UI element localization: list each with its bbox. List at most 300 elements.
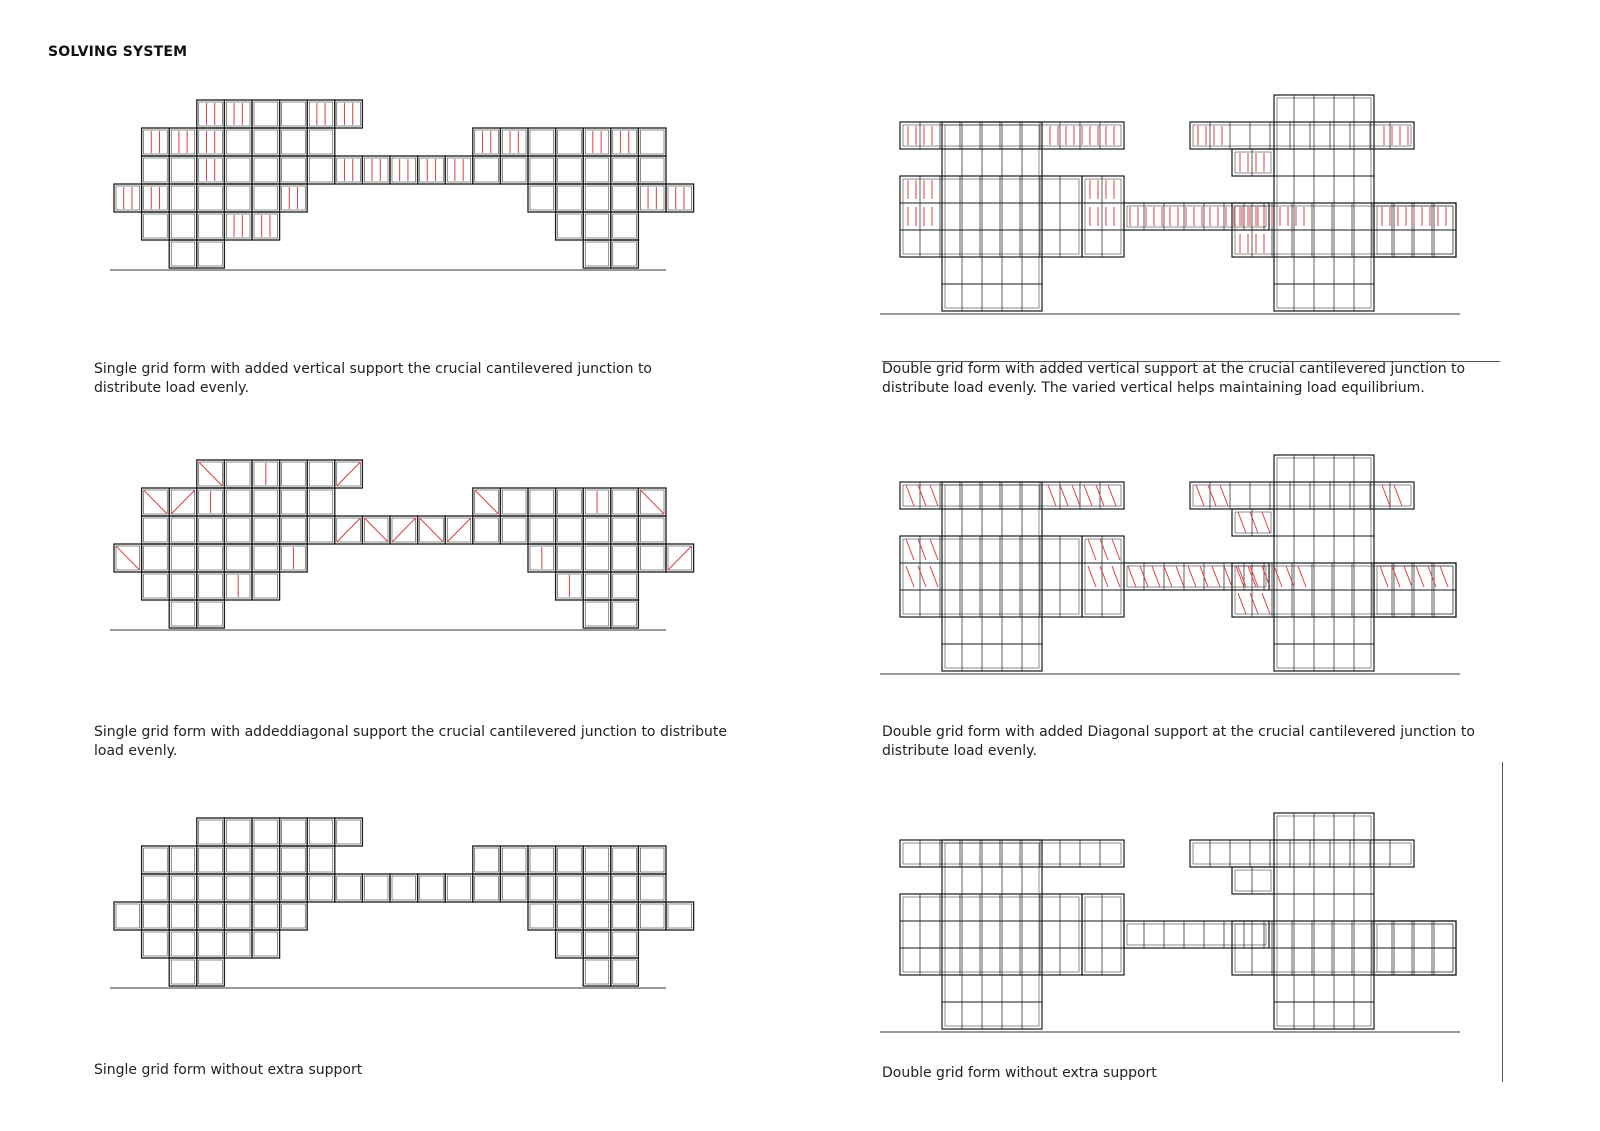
grid-cell bbox=[583, 156, 611, 184]
grid-cell-inner bbox=[254, 876, 278, 900]
diagonal-support bbox=[1224, 566, 1232, 587]
grid-block-inner bbox=[945, 125, 1039, 308]
grid-cell-inner bbox=[613, 518, 637, 542]
grid-block-inner bbox=[945, 843, 1039, 1026]
grid-block bbox=[1190, 122, 1414, 149]
diagonal-support bbox=[1250, 593, 1258, 614]
caption-double-diagonal: Double grid form with added Diagonal support at the crucial cantilevered junction to distribute load evenly. bbox=[882, 724, 1475, 759]
diagonal-support bbox=[1286, 566, 1294, 587]
grid-cell bbox=[528, 488, 556, 516]
diagonal-support bbox=[930, 485, 938, 506]
grid-block bbox=[1124, 563, 1269, 590]
grid-cell bbox=[224, 128, 252, 156]
grid-cell bbox=[611, 846, 639, 874]
grid-cell bbox=[142, 874, 170, 902]
grid-cell bbox=[418, 156, 446, 184]
grid-cell-inner bbox=[613, 876, 637, 900]
grid-cell bbox=[252, 212, 280, 240]
grid-cell-inner bbox=[309, 490, 333, 514]
grid-cell bbox=[307, 874, 335, 902]
grid-cell-inner bbox=[254, 490, 278, 514]
grid-cell bbox=[583, 572, 611, 600]
diagonal-support bbox=[1084, 485, 1092, 506]
caption-single-none: Single grid form without extra support bbox=[94, 1062, 363, 1078]
grid-cell-inner bbox=[558, 214, 582, 238]
grid-cell-inner bbox=[530, 130, 554, 154]
grid-cell-inner bbox=[613, 490, 637, 514]
grid-cell bbox=[611, 184, 639, 212]
grid-cell bbox=[197, 100, 225, 128]
diagonal-support bbox=[1128, 566, 1136, 587]
grid-cell bbox=[611, 544, 639, 572]
grid-cell-inner bbox=[585, 214, 609, 238]
grid-cell-inner bbox=[585, 186, 609, 210]
diagonal-support bbox=[1238, 512, 1246, 533]
grid-cell-inner bbox=[613, 932, 637, 956]
grid-cell-inner bbox=[309, 820, 333, 844]
grid-cell-inner bbox=[309, 130, 333, 154]
grid-block-inner bbox=[1193, 843, 1411, 864]
grid-cell bbox=[169, 846, 197, 874]
caption-single-vertical: Single grid form with added vertical support the crucial cantilevered junction to distribute load evenly. bbox=[94, 361, 652, 396]
grid-cell bbox=[307, 460, 335, 488]
grid-cell bbox=[280, 100, 308, 128]
grid-cell bbox=[197, 818, 225, 846]
grid-cell-inner bbox=[558, 158, 582, 182]
grid-cell bbox=[583, 240, 611, 268]
grid-cell bbox=[224, 544, 252, 572]
grid-block-inner bbox=[1193, 485, 1411, 506]
grid-cell bbox=[418, 874, 446, 902]
grid-cell bbox=[362, 874, 390, 902]
grid-cell bbox=[666, 184, 694, 212]
grid-cell-inner bbox=[199, 960, 223, 984]
grid-cell-inner bbox=[282, 462, 306, 486]
grid-cell bbox=[500, 846, 528, 874]
grid-cell bbox=[197, 184, 225, 212]
grid-cell-inner bbox=[640, 876, 664, 900]
diagonal-support bbox=[930, 566, 938, 587]
grid-cell bbox=[583, 544, 611, 572]
diagonal-support bbox=[668, 546, 692, 570]
grid-cell-inner bbox=[171, 546, 195, 570]
grid-cell-inner bbox=[502, 876, 526, 900]
grid-cell bbox=[114, 184, 142, 212]
grid-cell-inner bbox=[337, 102, 361, 126]
diagonal-support bbox=[1274, 566, 1282, 587]
grid-cell bbox=[556, 488, 584, 516]
grid-cell-inner bbox=[226, 490, 250, 514]
diagonal-support bbox=[918, 485, 926, 506]
grid-cell bbox=[611, 156, 639, 184]
diagonal-support bbox=[1298, 566, 1306, 587]
grid-cell bbox=[556, 516, 584, 544]
grid-cell bbox=[583, 212, 611, 240]
grid-cell-inner bbox=[254, 574, 278, 598]
grid-cell-inner bbox=[226, 518, 250, 542]
grid-cell bbox=[280, 460, 308, 488]
grid-cell-inner bbox=[171, 214, 195, 238]
grid-cell bbox=[169, 184, 197, 212]
grid-cell-inner bbox=[282, 186, 306, 210]
grid-cell-inner bbox=[226, 932, 250, 956]
grid-cell-inner bbox=[282, 876, 306, 900]
grid-cell bbox=[280, 874, 308, 902]
grid-cell-inner bbox=[640, 158, 664, 182]
grid-cell bbox=[224, 156, 252, 184]
diagram-single-none-drawing bbox=[110, 810, 710, 1050]
grid-cell bbox=[224, 516, 252, 544]
grid-cell bbox=[224, 818, 252, 846]
grid-cell-inner bbox=[585, 574, 609, 598]
grid-cell-inner bbox=[337, 876, 361, 900]
diagonal-support bbox=[1112, 539, 1120, 560]
grid-cell-inner bbox=[364, 876, 388, 900]
grid-cell-inner bbox=[613, 130, 637, 154]
grid-cell-inner bbox=[558, 490, 582, 514]
grid-cell bbox=[638, 156, 666, 184]
grid-cell-inner bbox=[144, 158, 168, 182]
diagonal-support bbox=[1212, 566, 1220, 587]
grid-cell-inner bbox=[530, 848, 554, 872]
grid-cell bbox=[280, 488, 308, 516]
grid-cell-inner bbox=[226, 546, 250, 570]
grid-cell-inner bbox=[585, 932, 609, 956]
grid-cell bbox=[252, 156, 280, 184]
grid-cell-inner bbox=[254, 848, 278, 872]
grid-cell bbox=[169, 874, 197, 902]
diagonal-support bbox=[1238, 593, 1246, 614]
grid-cell-inner bbox=[254, 102, 278, 126]
grid-cell bbox=[500, 516, 528, 544]
grid-block-inner bbox=[903, 539, 1079, 614]
grid-cell bbox=[556, 184, 584, 212]
grid-cell bbox=[252, 874, 280, 902]
grid-cell bbox=[500, 156, 528, 184]
grid-cell bbox=[197, 930, 225, 958]
grid-cell-inner bbox=[254, 518, 278, 542]
grid-cell bbox=[473, 516, 501, 544]
grid-cell bbox=[169, 516, 197, 544]
grid-cell bbox=[169, 156, 197, 184]
grid-cell bbox=[500, 488, 528, 516]
grid-cell-inner bbox=[144, 574, 168, 598]
diagonal-support bbox=[144, 490, 168, 514]
grid-cell bbox=[224, 930, 252, 958]
grid-cell-inner bbox=[282, 904, 306, 928]
grid-cell bbox=[611, 600, 639, 628]
grid-cell-inner bbox=[309, 102, 333, 126]
grid-cell-inner bbox=[226, 130, 250, 154]
grid-cell bbox=[611, 930, 639, 958]
grid-cell-inner bbox=[199, 130, 223, 154]
grid-cell bbox=[335, 874, 363, 902]
grid-cell bbox=[224, 846, 252, 874]
diagonal-support bbox=[1262, 593, 1270, 614]
grid-cell bbox=[556, 846, 584, 874]
diagram-single-none bbox=[110, 810, 710, 1050]
grid-cell bbox=[611, 128, 639, 156]
grid-cell bbox=[142, 572, 170, 600]
grid-cell-inner bbox=[558, 848, 582, 872]
grid-block-inner bbox=[903, 125, 1121, 146]
diagonal-support bbox=[1250, 512, 1258, 533]
grid-cell-inner bbox=[116, 904, 140, 928]
grid-cell bbox=[197, 240, 225, 268]
page-title: SOLVING SYSTEM bbox=[48, 44, 188, 60]
grid-cell bbox=[556, 902, 584, 930]
grid-cell-inner bbox=[254, 904, 278, 928]
grid-cell-inner bbox=[613, 546, 637, 570]
grid-cell-inner bbox=[199, 546, 223, 570]
diagonal-support bbox=[1188, 566, 1196, 587]
grid-cell bbox=[556, 212, 584, 240]
grid-cell-inner bbox=[282, 158, 306, 182]
grid-cell-inner bbox=[585, 518, 609, 542]
grid-cell-inner bbox=[668, 186, 692, 210]
diagram-double-diagonal bbox=[880, 452, 1500, 692]
grid-cell-inner bbox=[530, 876, 554, 900]
diagonal-support bbox=[392, 518, 416, 542]
grid-cell bbox=[583, 930, 611, 958]
grid-cell bbox=[473, 156, 501, 184]
grid-cell-inner bbox=[613, 602, 637, 626]
grid-cell-inner bbox=[613, 574, 637, 598]
grid-cell-inner bbox=[254, 546, 278, 570]
diagram-double-none-drawing bbox=[880, 810, 1500, 1050]
grid-cell-inner bbox=[337, 158, 361, 182]
grid-cell bbox=[611, 516, 639, 544]
grid-cell bbox=[583, 600, 611, 628]
grid-cell bbox=[583, 874, 611, 902]
grid-cell bbox=[638, 128, 666, 156]
diagonal-support bbox=[1088, 566, 1096, 587]
grid-cell bbox=[473, 128, 501, 156]
grid-cell bbox=[445, 874, 473, 902]
grid-cell bbox=[638, 184, 666, 212]
grid-cell-inner bbox=[475, 518, 499, 542]
grid-cell-inner bbox=[254, 186, 278, 210]
grid-block-inner bbox=[1193, 125, 1411, 146]
grid-cell-inner bbox=[613, 214, 637, 238]
grid-cell bbox=[583, 902, 611, 930]
grid-cell bbox=[280, 184, 308, 212]
grid-cell-inner bbox=[171, 602, 195, 626]
grid-cell-inner bbox=[447, 158, 471, 182]
grid-cell bbox=[556, 544, 584, 572]
grid-cell-inner bbox=[585, 130, 609, 154]
diagonal-support bbox=[1208, 485, 1216, 506]
grid-cell bbox=[500, 874, 528, 902]
diagonal-support bbox=[1404, 566, 1412, 587]
grid-cell bbox=[280, 846, 308, 874]
grid-cell-inner bbox=[199, 158, 223, 182]
grid-cell bbox=[252, 128, 280, 156]
grid-cell-inner bbox=[530, 490, 554, 514]
grid-cell-inner bbox=[558, 518, 582, 542]
grid-cell bbox=[197, 958, 225, 986]
diagonal-support bbox=[906, 539, 914, 560]
diagonal-support bbox=[1416, 566, 1424, 587]
grid-cell bbox=[638, 846, 666, 874]
grid-cell-inner bbox=[502, 158, 526, 182]
grid-cell bbox=[528, 846, 556, 874]
diagram-single-vertical bbox=[110, 92, 710, 332]
grid-cell bbox=[169, 212, 197, 240]
grid-cell bbox=[224, 460, 252, 488]
diagonal-support bbox=[337, 462, 361, 486]
grid-cell bbox=[556, 874, 584, 902]
grid-cell-inner bbox=[447, 876, 471, 900]
grid-cell-inner bbox=[171, 158, 195, 182]
grid-cell bbox=[611, 958, 639, 986]
grid-cell-inner bbox=[337, 820, 361, 844]
grid-cell-inner bbox=[171, 904, 195, 928]
grid-block bbox=[1190, 840, 1414, 867]
grid-block bbox=[1082, 176, 1124, 257]
grid-cell-inner bbox=[585, 602, 609, 626]
grid-cell bbox=[169, 600, 197, 628]
grid-cell bbox=[307, 516, 335, 544]
grid-cell-inner bbox=[254, 130, 278, 154]
grid-cell-inner bbox=[502, 518, 526, 542]
grid-block-inner bbox=[903, 897, 1079, 972]
grid-cell-inner bbox=[530, 186, 554, 210]
grid-cell bbox=[307, 818, 335, 846]
diagonal-support bbox=[1238, 566, 1246, 587]
grid-cell bbox=[390, 156, 418, 184]
diagram-single-diagonal bbox=[110, 452, 710, 692]
grid-cell-inner bbox=[668, 904, 692, 928]
grid-block-inner bbox=[1127, 924, 1266, 945]
grid-cell bbox=[197, 874, 225, 902]
grid-cell bbox=[252, 516, 280, 544]
grid-cell-inner bbox=[144, 214, 168, 238]
grid-cell bbox=[252, 846, 280, 874]
grid-cell bbox=[611, 212, 639, 240]
grid-cell-inner bbox=[144, 932, 168, 956]
grid-cell-inner bbox=[530, 518, 554, 542]
grid-cell bbox=[280, 156, 308, 184]
grid-cell-inner bbox=[392, 876, 416, 900]
grid-cell-inner bbox=[144, 904, 168, 928]
grid-block-inner bbox=[1085, 897, 1121, 972]
grid-cell bbox=[142, 184, 170, 212]
grid-block bbox=[900, 840, 1124, 867]
grid-cell-inner bbox=[171, 518, 195, 542]
grid-cell-inner bbox=[530, 904, 554, 928]
grid-cell bbox=[556, 930, 584, 958]
grid-cell bbox=[280, 128, 308, 156]
grid-cell bbox=[169, 544, 197, 572]
diagonal-support bbox=[1176, 566, 1184, 587]
grid-cell-inner bbox=[392, 158, 416, 182]
grid-cell-inner bbox=[171, 932, 195, 956]
grid-cell bbox=[307, 156, 335, 184]
grid-cell bbox=[252, 902, 280, 930]
grid-cell-inner bbox=[420, 158, 444, 182]
diagonal-support bbox=[1392, 566, 1400, 587]
grid-cell bbox=[169, 930, 197, 958]
grid-cell-inner bbox=[364, 158, 388, 182]
grid-block-inner bbox=[903, 179, 1079, 254]
caption-double-vertical: Double grid form with added vertical support at the crucial cantilevered junction to distribute load evenly. The varied vertical helps maintaining load equilibrium. bbox=[882, 361, 1466, 396]
grid-cell-inner bbox=[199, 904, 223, 928]
grid-cell bbox=[307, 488, 335, 516]
grid-cell-inner bbox=[585, 848, 609, 872]
grid-cell bbox=[307, 846, 335, 874]
grid-cell bbox=[583, 516, 611, 544]
grid-cell-inner bbox=[199, 602, 223, 626]
grid-cell bbox=[638, 544, 666, 572]
grid-cell-inner bbox=[640, 848, 664, 872]
diagonal-support bbox=[1164, 566, 1172, 587]
grid-cell bbox=[528, 128, 556, 156]
diagonal-support bbox=[1060, 485, 1068, 506]
grid-cell-inner bbox=[309, 848, 333, 872]
grid-cell bbox=[142, 544, 170, 572]
grid-cell-inner bbox=[171, 960, 195, 984]
grid-block bbox=[942, 482, 1042, 671]
grid-cell bbox=[583, 846, 611, 874]
grid-cell bbox=[224, 212, 252, 240]
diagram-double-diagonal-drawing bbox=[880, 452, 1500, 692]
diagonal-support bbox=[171, 490, 195, 514]
grid-cell bbox=[224, 100, 252, 128]
grid-cell bbox=[252, 184, 280, 212]
grid-cell-inner bbox=[144, 876, 168, 900]
grid-cell-inner bbox=[558, 186, 582, 210]
grid-cell-inner bbox=[199, 186, 223, 210]
grid-cell bbox=[114, 902, 142, 930]
grid-cell-inner bbox=[585, 960, 609, 984]
grid-cell-inner bbox=[640, 130, 664, 154]
diagonal-support bbox=[475, 490, 499, 514]
diagonal-support bbox=[930, 539, 938, 560]
grid-cell-inner bbox=[282, 102, 306, 126]
grid-cell bbox=[666, 902, 694, 930]
grid-cell-inner bbox=[613, 158, 637, 182]
diagonal-support bbox=[364, 518, 388, 542]
grid-cell bbox=[197, 572, 225, 600]
grid-cell bbox=[528, 184, 556, 212]
grid-cell bbox=[280, 818, 308, 846]
diagonal-support bbox=[1262, 512, 1270, 533]
grid-block-inner bbox=[945, 485, 1039, 668]
diagonal-support bbox=[1100, 539, 1108, 560]
diagram-double-vertical bbox=[880, 92, 1500, 332]
grid-cell-inner bbox=[171, 186, 195, 210]
diagonal-support bbox=[1048, 485, 1056, 506]
grid-cell bbox=[142, 516, 170, 544]
grid-cell-inner bbox=[199, 876, 223, 900]
grid-cell-inner bbox=[171, 130, 195, 154]
grid-cell-inner bbox=[530, 158, 554, 182]
diagonal-support bbox=[1394, 485, 1402, 506]
grid-block-inner bbox=[1235, 870, 1271, 891]
grid-cell-inner bbox=[502, 130, 526, 154]
diagram-single-vertical-drawing bbox=[110, 92, 710, 332]
grid-cell bbox=[169, 958, 197, 986]
grid-cell-inner bbox=[226, 462, 250, 486]
grid-cell-inner bbox=[144, 130, 168, 154]
grid-cell bbox=[528, 902, 556, 930]
grid-cell-inner bbox=[171, 876, 195, 900]
grid-cell bbox=[169, 240, 197, 268]
diagonal-support bbox=[420, 518, 444, 542]
grid-cell-inner bbox=[282, 130, 306, 154]
grid-cell bbox=[197, 902, 225, 930]
